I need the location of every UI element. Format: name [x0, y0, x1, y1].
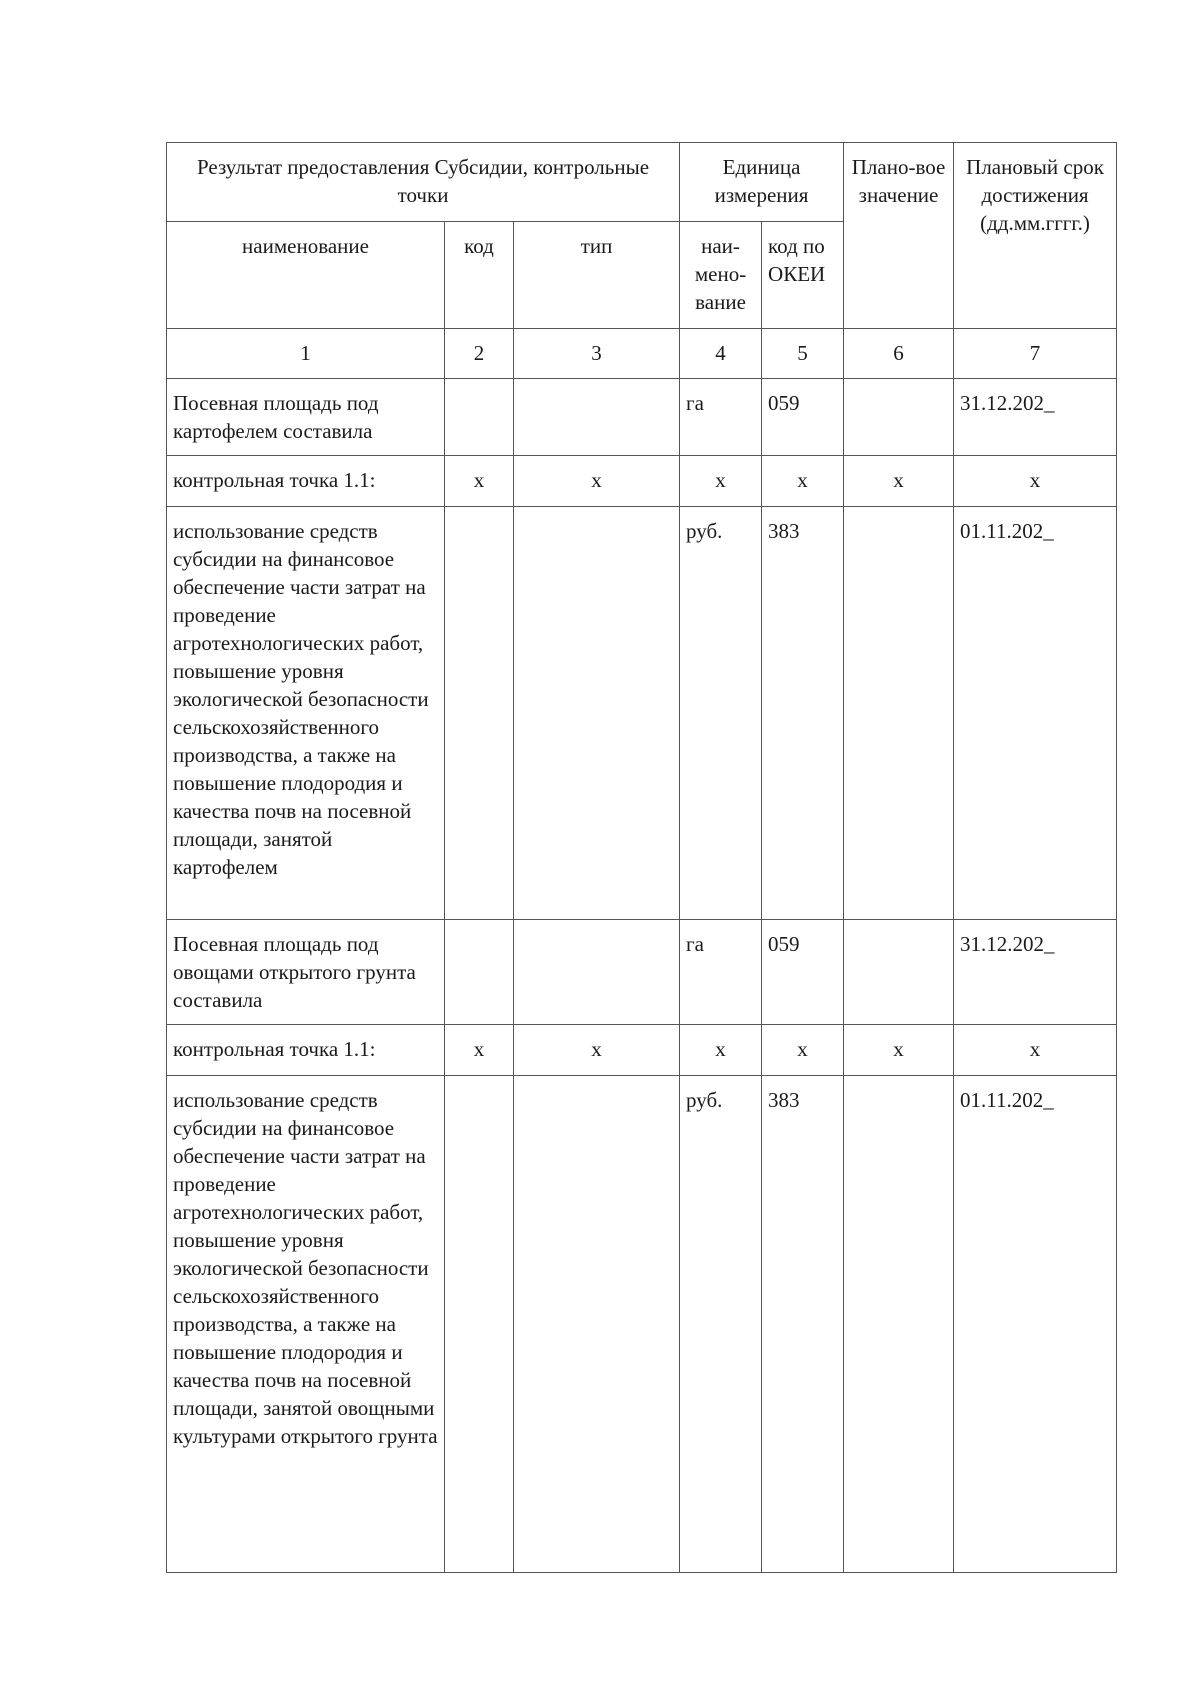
- table-row: [167, 379, 1117, 456]
- row-type: [514, 1076, 680, 1573]
- row-deadline: 01.11.202_: [954, 507, 1117, 920]
- table-row: [167, 507, 1117, 920]
- row-deadline: 01.11.202_: [954, 1076, 1117, 1573]
- row-name: Посевная площадь под картофелем составила: [167, 379, 445, 456]
- header-col-name: наименование: [167, 222, 445, 329]
- header-col-unit-name: наи-мено-вание: [680, 222, 762, 329]
- table-row: [167, 456, 1117, 507]
- column-number: 6: [844, 329, 954, 379]
- row-okei: 383: [762, 1076, 844, 1573]
- row-type: [514, 379, 680, 456]
- row-unit: га: [680, 920, 762, 1025]
- row-unit: руб.: [680, 507, 762, 920]
- row-value: [844, 507, 954, 920]
- row-deadline: x: [954, 1025, 1117, 1076]
- row-value: x: [844, 1025, 954, 1076]
- row-deadline: 31.12.202_: [954, 920, 1117, 1025]
- table-row: [167, 920, 1117, 1025]
- row-code: x: [445, 1025, 514, 1076]
- header-row-1: [167, 143, 1117, 222]
- table-row: [167, 1025, 1117, 1076]
- row-value: [844, 1076, 954, 1573]
- row-type: x: [514, 1025, 680, 1076]
- subsidy-results-table: [166, 142, 1117, 1573]
- row-okei: 059: [762, 379, 844, 456]
- row-type: [514, 920, 680, 1025]
- row-type: x: [514, 456, 680, 507]
- row-okei: 383: [762, 507, 844, 920]
- row-unit: x: [680, 456, 762, 507]
- header-plan-deadline: Плановый срок достижения (дд.мм.гггг.): [954, 143, 1117, 329]
- row-name: использование средств субсидии на финансовое обеспечение части затрат на проведение агротехнологических работ, повышение уровня экологической безопасности сельскохозяйственного производства, а также на повышение плодородия и качества почв на посевной площади, занятой овощными культурами открытого грунта: [167, 1076, 445, 1573]
- row-deadline: 31.12.202_: [954, 379, 1117, 456]
- column-numbers-row: [167, 329, 1117, 379]
- row-code: [445, 379, 514, 456]
- column-number: 4: [680, 329, 762, 379]
- header-unit-group: Единица измерения: [680, 143, 844, 222]
- row-okei: 059: [762, 920, 844, 1025]
- row-unit: га: [680, 379, 762, 456]
- row-code: x: [445, 456, 514, 507]
- row-code: [445, 1076, 514, 1573]
- row-code: [445, 507, 514, 920]
- row-okei: x: [762, 1025, 844, 1076]
- row-name: Посевная площадь под овощами открытого грунта составила: [167, 920, 445, 1025]
- header-col-code: код: [445, 222, 514, 329]
- header-col-okei: код по ОКЕИ: [762, 222, 844, 329]
- row-unit: x: [680, 1025, 762, 1076]
- column-number: 1: [167, 329, 445, 379]
- row-deadline: x: [954, 456, 1117, 507]
- header-plan-value: Плано-вое значение: [844, 143, 954, 329]
- row-name: использование средств субсидии на финансовое обеспечение части затрат на проведение агротехнологических работ, повышение уровня экологической безопасности сельскохозяйственного производства, а также на повышение плодородия и качества почв на посевной площади, занятой картофелем: [167, 507, 445, 920]
- header-col-type: тип: [514, 222, 680, 329]
- row-okei: x: [762, 456, 844, 507]
- row-type: [514, 507, 680, 920]
- row-code: [445, 920, 514, 1025]
- column-number: 5: [762, 329, 844, 379]
- table-row: [167, 1076, 1117, 1573]
- row-name: контрольная точка 1.1:: [167, 1025, 445, 1076]
- row-name: контрольная точка 1.1:: [167, 456, 445, 507]
- column-number: 7: [954, 329, 1117, 379]
- column-number: 2: [445, 329, 514, 379]
- header-result-group: Результат предоставления Субсидии, контрольные точки: [167, 143, 680, 222]
- row-value: [844, 379, 954, 456]
- column-number: 3: [514, 329, 680, 379]
- row-value: [844, 920, 954, 1025]
- row-unit: руб.: [680, 1076, 762, 1573]
- row-value: x: [844, 456, 954, 507]
